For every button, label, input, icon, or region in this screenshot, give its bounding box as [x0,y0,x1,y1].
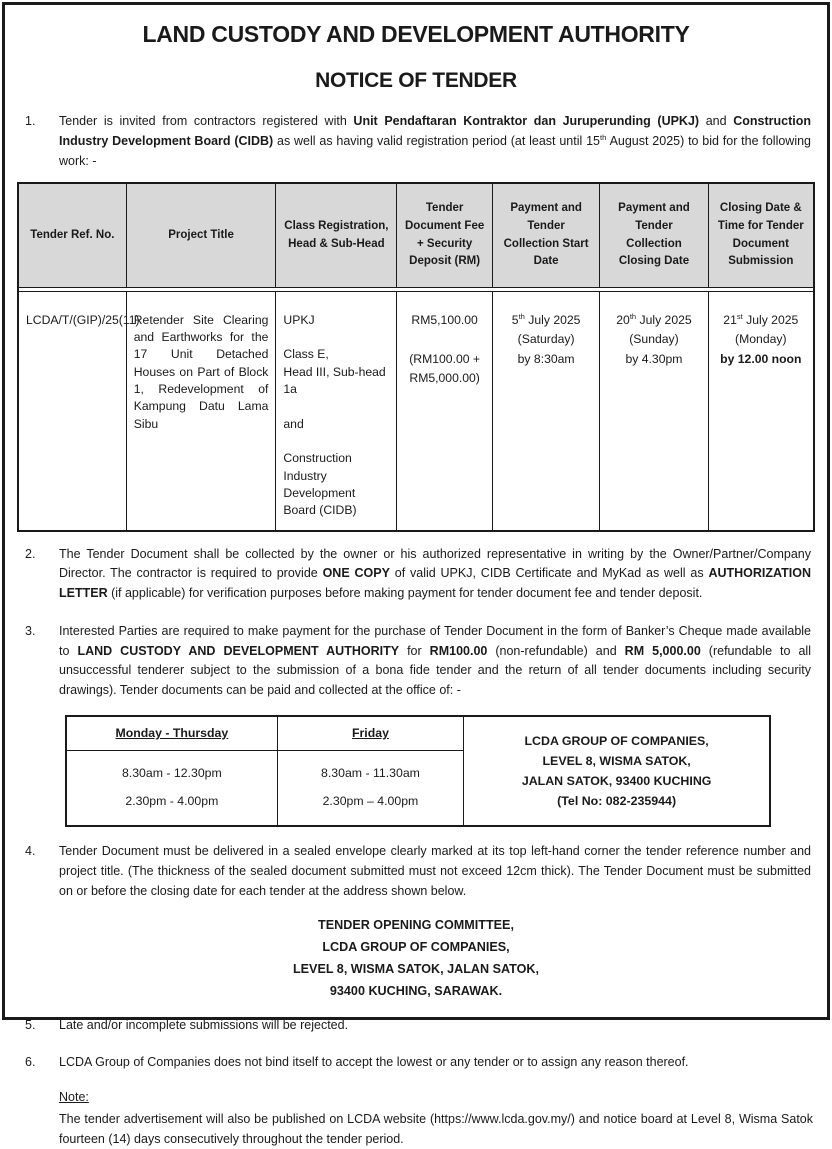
document-page [2,2,830,1147]
text-line: LEVEL 8, WISMA SATOK, [542,754,691,769]
text-line: JALAN SATOK, 93400 KUCHING [521,774,712,789]
text-line: (Monday) [735,332,787,347]
text-line: (Tel No: 082-235944) [557,794,677,809]
document-title: LAND CUSTODY AND DEVELOPMENT AUTHORITY [142,21,690,47]
text-line: by 8:30am [517,351,575,366]
text-line: LCDA GROUP OF COMPANIES, [322,939,510,954]
clause-text: Tender is invited from contractors registered with Unit Pendaftaran Kontraktor dan Juruperunding (UPKJ) and Construction Industry Development Board (CIDB) as well as having valid registration period (at least until 15th August 2025) to bid for the following work: - [59,114,812,168]
clause-text: Late and/or incomplete submissions will be rejected. [59,1017,349,1032]
friday-header-cell [277,716,464,751]
text-line [283,329,389,346]
text-line: and [283,416,304,431]
clause-number: 6. [25,1054,36,1069]
clause-4 [25,842,813,901]
weekday-header-cell [66,716,277,751]
text-line: 8.30am - 11.30am [321,765,420,780]
tender-table-header-row [18,183,814,287]
clause-5 [25,1016,813,1036]
text-line: 5th July 2025 [511,311,581,327]
clause-6 [25,1053,813,1073]
office-hours-header-row [66,716,770,751]
text-line: TENDER OPENING COMMITTEE, [318,917,514,932]
text-line: (RM100.00 + [409,351,481,366]
clause-number: 3. [25,623,36,638]
friday-times-cell [277,750,464,826]
text-line: RM5,100.00 [411,312,478,327]
submission-closing-cell [708,291,814,530]
clause-2 [25,545,813,604]
note-block [59,1087,813,1149]
text-line: 21st July 2025 [723,311,799,327]
office-address-cell [464,716,770,827]
text-line: 93400 KUCHING, SARAWAK. [329,983,503,998]
collection-closing-cell [600,291,708,530]
text-line: by 4.30pm [625,351,683,366]
header-project-title: Project Title [126,183,276,287]
text-line: 8.30am - 12.30pm [121,765,222,780]
text-line: 2.30pm - 4.00pm [125,793,219,808]
text-line [283,398,389,415]
text-line: UPKJ [283,312,315,327]
tender-table-row [18,291,814,530]
tender-ref-cell: LCDA/T/(GIP)/25(11) [18,291,126,530]
collection-start-cell [492,291,599,530]
class-registration-cell [276,291,397,530]
text-line: Class E, [283,347,329,362]
text-line: Construction Industry Development Board (CIDB) [283,451,357,518]
text-line: 20th July 2025 [616,311,692,327]
note-label: Note: [59,1090,89,1105]
clause-text: Tender Document must be delivered in a sealed envelope clearly marked at its top left-hand corner the tender reference number and project title. (The thickness of the sealed document submitted must not exceed 12cm thick). The Tender Document must be submitted on or before the closing date for each tender at the address shown below. [59,844,811,898]
weekday-times-cell [66,750,277,826]
text-line: RM5,000.00) [409,371,480,386]
friday-header-label: Friday [352,725,389,740]
header-fee-deposit: Tender Document Fee + Security Deposit (RM) [397,183,493,287]
clause-number: 4. [25,844,36,859]
text-line [404,331,485,351]
office-hours-table [65,715,771,828]
text-line: (Sunday) [629,332,679,347]
text-line [283,433,389,450]
text-line: LEVEL 8, WISMA SATOK, JALAN SATOK, [292,961,540,976]
project-title-cell: Retender Site Clearing and Earthworks for the 17 Unit Detached Houses on Part of Block 1, Redevelopment of Kampung Datu Lama Sibu [126,291,276,530]
text-line: LCDA GROUP OF COMPANIES, [524,734,709,748]
header-collection-start: Payment and Tender Collection Start Date [492,183,599,287]
clause-text: LCDA Group of Companies does not bind itself to accept the lowest or any tender or to assign any reason thereof. [59,1054,689,1069]
clause-number: 1. [25,114,36,128]
text-line: by 12.00 noon [720,351,802,366]
header-tender-ref: Tender Ref. No. [18,183,126,287]
text-line: 2.30pm – 4.00pm [322,793,419,808]
weekday-header-label: Monday - Thursday [115,725,229,740]
tender-table [17,182,815,531]
clause-number: 5. [25,1017,36,1032]
clause-number: 2. [25,546,36,561]
clause-3 [25,622,813,701]
header-submission-closing: Closing Date & Time for Tender Document Submission [708,183,814,287]
submission-address-block [17,914,815,1002]
header-collection-closing: Payment and Tender Collection Closing Date [600,183,708,287]
clause-text: Interested Parties are required to make payment for the purchase of Tender Document in the form of Banker’s Cheque made available to LAND CUSTODY AND DEVELOPMENT AUTHORITY for RM100.00 (non-refundable) and RM 5,000.00 (refundable to all unsuccessful tenderer subject to the submission of a bona fide tender and the return of all tender documents including security drawings). Tender documents can be paid and collected at the office of: - [59,623,811,698]
clause-1 [25,112,813,171]
notice-subtitle: NOTICE OF TENDER [315,69,517,92]
header-class-registration: Class Registration, Head & Sub-Head [276,183,397,287]
note-text: The tender advertisement will also be published on LCDA website (https://www.lcda.gov.my/) and notice board at Level 8, Wisma Satok fourteen (14) days consecutively throughout the tender period. [59,1112,813,1147]
text-line: Head III, Sub-head 1a [283,364,386,397]
fee-deposit-cell [397,291,493,530]
text-line: (Saturday) [517,332,575,347]
clause-text: The Tender Document shall be collected by the owner or his authorized representative in writing by the Owner/Partner/Company Director. The contractor is required to provide ONE COPY of valid UPKJ, CIDB Certificate and MyKad as well as AUTHORIZATION LETTER (if applicable) for verification purposes before making payment for tender document fee and tender deposit. [59,546,811,601]
